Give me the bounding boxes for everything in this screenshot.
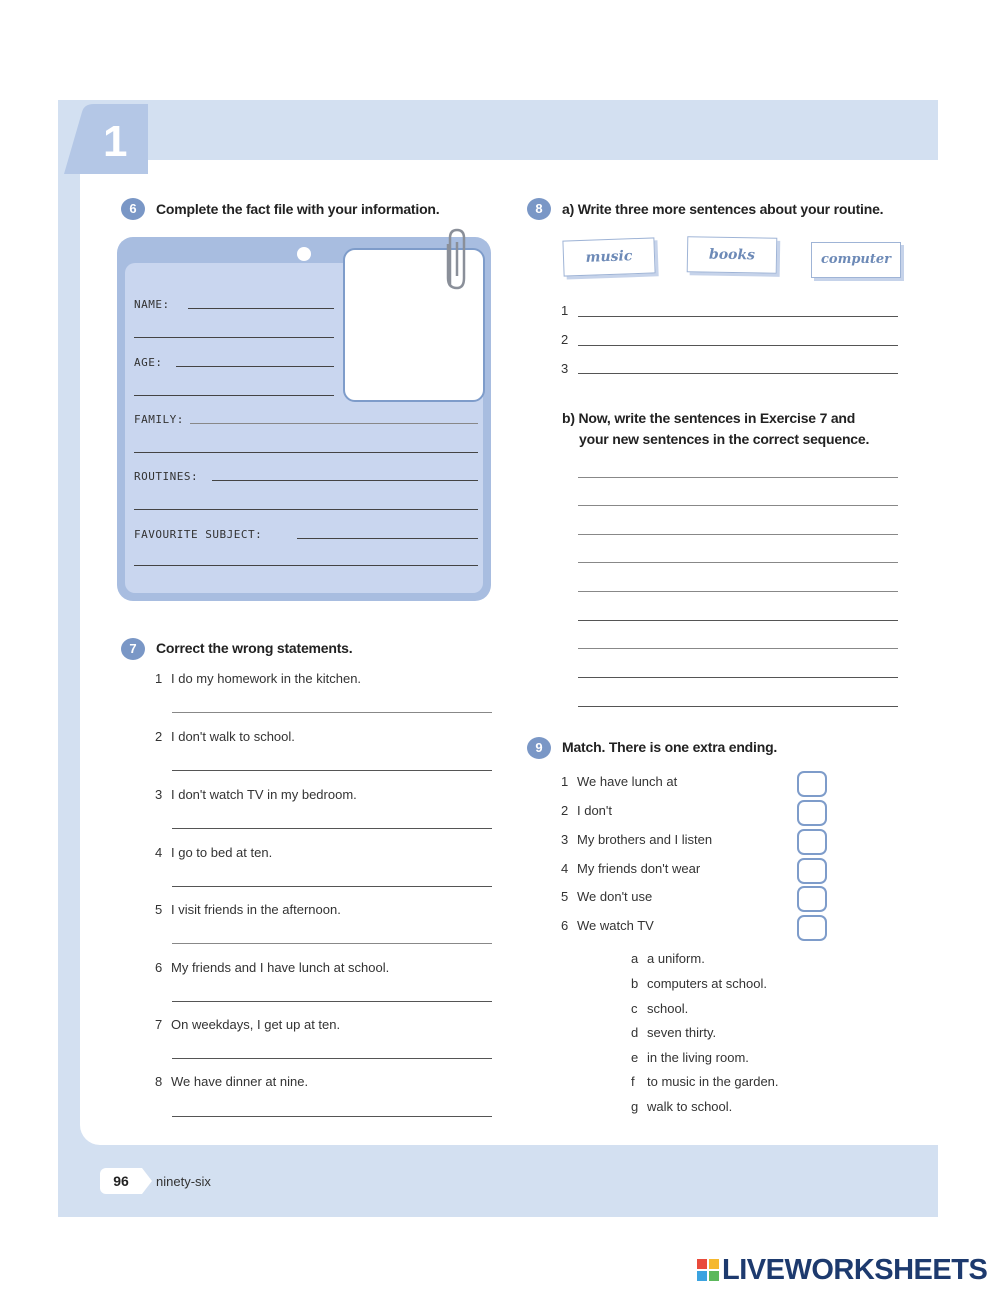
statement-number: 7 bbox=[155, 1017, 163, 1032]
match-number: 6 bbox=[561, 918, 569, 933]
liveworksheets-logo: LIVEWORKSHEETS bbox=[722, 1254, 988, 1286]
match-answer-box-5[interactable] bbox=[797, 886, 827, 912]
sequence-line-6[interactable] bbox=[578, 620, 898, 621]
tag-books: books bbox=[687, 236, 778, 274]
statement-number: 1 bbox=[155, 671, 163, 686]
match-text: We have lunch at bbox=[577, 774, 678, 789]
ending-letter: f bbox=[631, 1074, 635, 1089]
answer-line-4[interactable] bbox=[172, 886, 492, 887]
statement-6 bbox=[155, 960, 389, 975]
ending-letter: d bbox=[631, 1025, 639, 1040]
match-text: I don't bbox=[577, 803, 613, 818]
match-answer-box-2[interactable] bbox=[797, 800, 827, 826]
match-ending-f bbox=[631, 1074, 779, 1089]
ending-text: seven thirty. bbox=[647, 1025, 717, 1040]
match-ending-b bbox=[631, 976, 767, 991]
ending-text: to music in the garden. bbox=[647, 1074, 779, 1089]
match-number: 2 bbox=[561, 803, 569, 818]
statement-number: 4 bbox=[155, 845, 163, 860]
favourite-subject-line-2[interactable] bbox=[134, 565, 478, 566]
exercise-8b-title-line-2: your new sentences in the correct sequence. bbox=[579, 431, 870, 447]
ending-text: in the living room. bbox=[647, 1050, 749, 1065]
statement-text: I don't walk to school. bbox=[171, 729, 295, 744]
statement-text: I don't watch TV in my bedroom. bbox=[171, 787, 357, 802]
match-answer-box-4[interactable] bbox=[797, 858, 827, 884]
card-hole bbox=[297, 247, 311, 261]
match-answer-box-3[interactable] bbox=[797, 829, 827, 855]
name-line-2[interactable] bbox=[134, 337, 334, 338]
routines-line-2[interactable] bbox=[134, 509, 478, 510]
page-number-words: ninety-six bbox=[156, 1174, 211, 1189]
match-start-4 bbox=[561, 861, 700, 876]
statement-number: 8 bbox=[155, 1074, 163, 1089]
ending-text: a uniform. bbox=[647, 951, 705, 966]
sentence-number-3: 3 bbox=[561, 361, 569, 376]
sequence-line-8[interactable] bbox=[578, 677, 898, 678]
answer-line-1[interactable] bbox=[172, 712, 492, 713]
match-ending-d bbox=[631, 1025, 716, 1040]
unit-number: 1 bbox=[103, 117, 128, 166]
liveworksheets-logo-icon bbox=[697, 1259, 719, 1281]
statement-text: On weekdays, I get up at ten. bbox=[171, 1017, 341, 1032]
match-start-6 bbox=[561, 918, 654, 933]
match-start-2 bbox=[561, 803, 612, 818]
name-label: NAME: bbox=[134, 298, 170, 311]
sentence-line-1[interactable] bbox=[578, 316, 898, 317]
exercise-7-badge: 7 bbox=[121, 638, 145, 660]
sequence-line-1[interactable] bbox=[578, 477, 898, 478]
match-ending-c bbox=[631, 1001, 688, 1016]
statement-text: I visit friends in the afternoon. bbox=[171, 902, 341, 917]
match-number: 3 bbox=[561, 832, 569, 847]
statement-4 bbox=[155, 845, 272, 860]
statement-3 bbox=[155, 787, 357, 802]
tag-computer: computer bbox=[811, 242, 901, 278]
statement-text: We have dinner at nine. bbox=[171, 1074, 309, 1089]
match-text: My friends don't wear bbox=[577, 861, 701, 876]
sequence-line-2[interactable] bbox=[578, 505, 898, 506]
match-start-5 bbox=[561, 889, 652, 904]
match-text: My brothers and I listen bbox=[577, 832, 713, 847]
answer-line-5[interactable] bbox=[172, 943, 492, 944]
name-line[interactable] bbox=[188, 308, 334, 309]
ending-letter: e bbox=[631, 1050, 639, 1065]
page-number: 96 bbox=[100, 1168, 142, 1194]
statement-number: 5 bbox=[155, 902, 163, 917]
match-start-3 bbox=[561, 832, 712, 847]
match-answer-box-6[interactable] bbox=[797, 915, 827, 941]
match-ending-a bbox=[631, 951, 705, 966]
match-number: 4 bbox=[561, 861, 569, 876]
answer-line-8[interactable] bbox=[172, 1116, 492, 1117]
answer-line-7[interactable] bbox=[172, 1058, 492, 1059]
ending-letter: c bbox=[631, 1001, 638, 1016]
match-text: We don't use bbox=[577, 889, 653, 904]
exercise-8b-title-line-1: b) Now, write the sentences in Exercise 7 and bbox=[562, 410, 856, 426]
paperclip-icon bbox=[438, 226, 474, 296]
sentence-number-1: 1 bbox=[561, 303, 569, 318]
ending-text: school. bbox=[647, 1001, 689, 1016]
statement-text: I do my homework in the kitchen. bbox=[171, 671, 362, 686]
exercise-8a-title: a) Write three more sentences about your routine. bbox=[562, 201, 884, 217]
statement-number: 2 bbox=[155, 729, 163, 744]
statement-number: 6 bbox=[155, 960, 163, 975]
sequence-line-9[interactable] bbox=[578, 706, 898, 707]
tag-music: music bbox=[562, 237, 655, 276]
answer-line-2[interactable] bbox=[172, 770, 492, 771]
sequence-line-5[interactable] bbox=[578, 591, 898, 592]
sequence-line-3[interactable] bbox=[578, 534, 898, 535]
answer-line-3[interactable] bbox=[172, 828, 492, 829]
exercise-6-badge: 6 bbox=[121, 198, 145, 220]
favourite-subject-line[interactable] bbox=[297, 538, 478, 539]
match-start-1 bbox=[561, 774, 677, 789]
statement-1 bbox=[155, 671, 361, 686]
page-number-arrow bbox=[142, 1168, 152, 1194]
family-line[interactable] bbox=[190, 423, 478, 424]
age-line-2[interactable] bbox=[134, 395, 334, 396]
ending-letter: a bbox=[631, 951, 639, 966]
match-number: 5 bbox=[561, 889, 569, 904]
match-answer-box-1[interactable] bbox=[797, 771, 827, 797]
family-line-2[interactable] bbox=[134, 452, 478, 453]
family-label: FAMILY: bbox=[134, 413, 184, 426]
ending-letter: b bbox=[631, 976, 639, 991]
statement-8 bbox=[155, 1074, 308, 1089]
statement-5 bbox=[155, 902, 341, 917]
sequence-line-4[interactable] bbox=[578, 562, 898, 563]
statement-text: My friends and I have lunch at school. bbox=[171, 960, 390, 975]
sequence-line-7[interactable] bbox=[578, 648, 898, 649]
exercise-6-title: Complete the fact file with your information. bbox=[156, 201, 440, 217]
exercise-7-title: Correct the wrong statements. bbox=[156, 640, 353, 656]
statement-2 bbox=[155, 729, 295, 744]
routines-line[interactable] bbox=[212, 480, 478, 481]
match-number: 1 bbox=[561, 774, 569, 789]
favourite-subject-label: FAVOURITE SUBJECT: bbox=[134, 528, 263, 541]
answer-line-6[interactable] bbox=[172, 1001, 492, 1002]
sentence-number-2: 2 bbox=[561, 332, 569, 347]
statement-number: 3 bbox=[155, 787, 163, 802]
ending-text: walk to school. bbox=[647, 1099, 733, 1114]
age-label: AGE: bbox=[134, 356, 163, 369]
exercise-9-badge: 9 bbox=[527, 737, 551, 759]
exercise-8-badge: 8 bbox=[527, 198, 551, 220]
match-text: We watch TV bbox=[577, 918, 654, 933]
statement-text: I go to bed at ten. bbox=[171, 845, 273, 860]
match-ending-g bbox=[631, 1099, 732, 1114]
routines-label: ROUTINES: bbox=[134, 470, 199, 483]
ending-letter: g bbox=[631, 1099, 639, 1114]
exercise-9-title: Match. There is one extra ending. bbox=[562, 739, 778, 755]
ending-text: computers at school. bbox=[647, 976, 767, 991]
statement-7 bbox=[155, 1017, 340, 1032]
sentence-line-2[interactable] bbox=[578, 345, 898, 346]
age-line[interactable] bbox=[176, 366, 334, 367]
sentence-line-3[interactable] bbox=[578, 373, 898, 374]
match-ending-e bbox=[631, 1050, 749, 1065]
